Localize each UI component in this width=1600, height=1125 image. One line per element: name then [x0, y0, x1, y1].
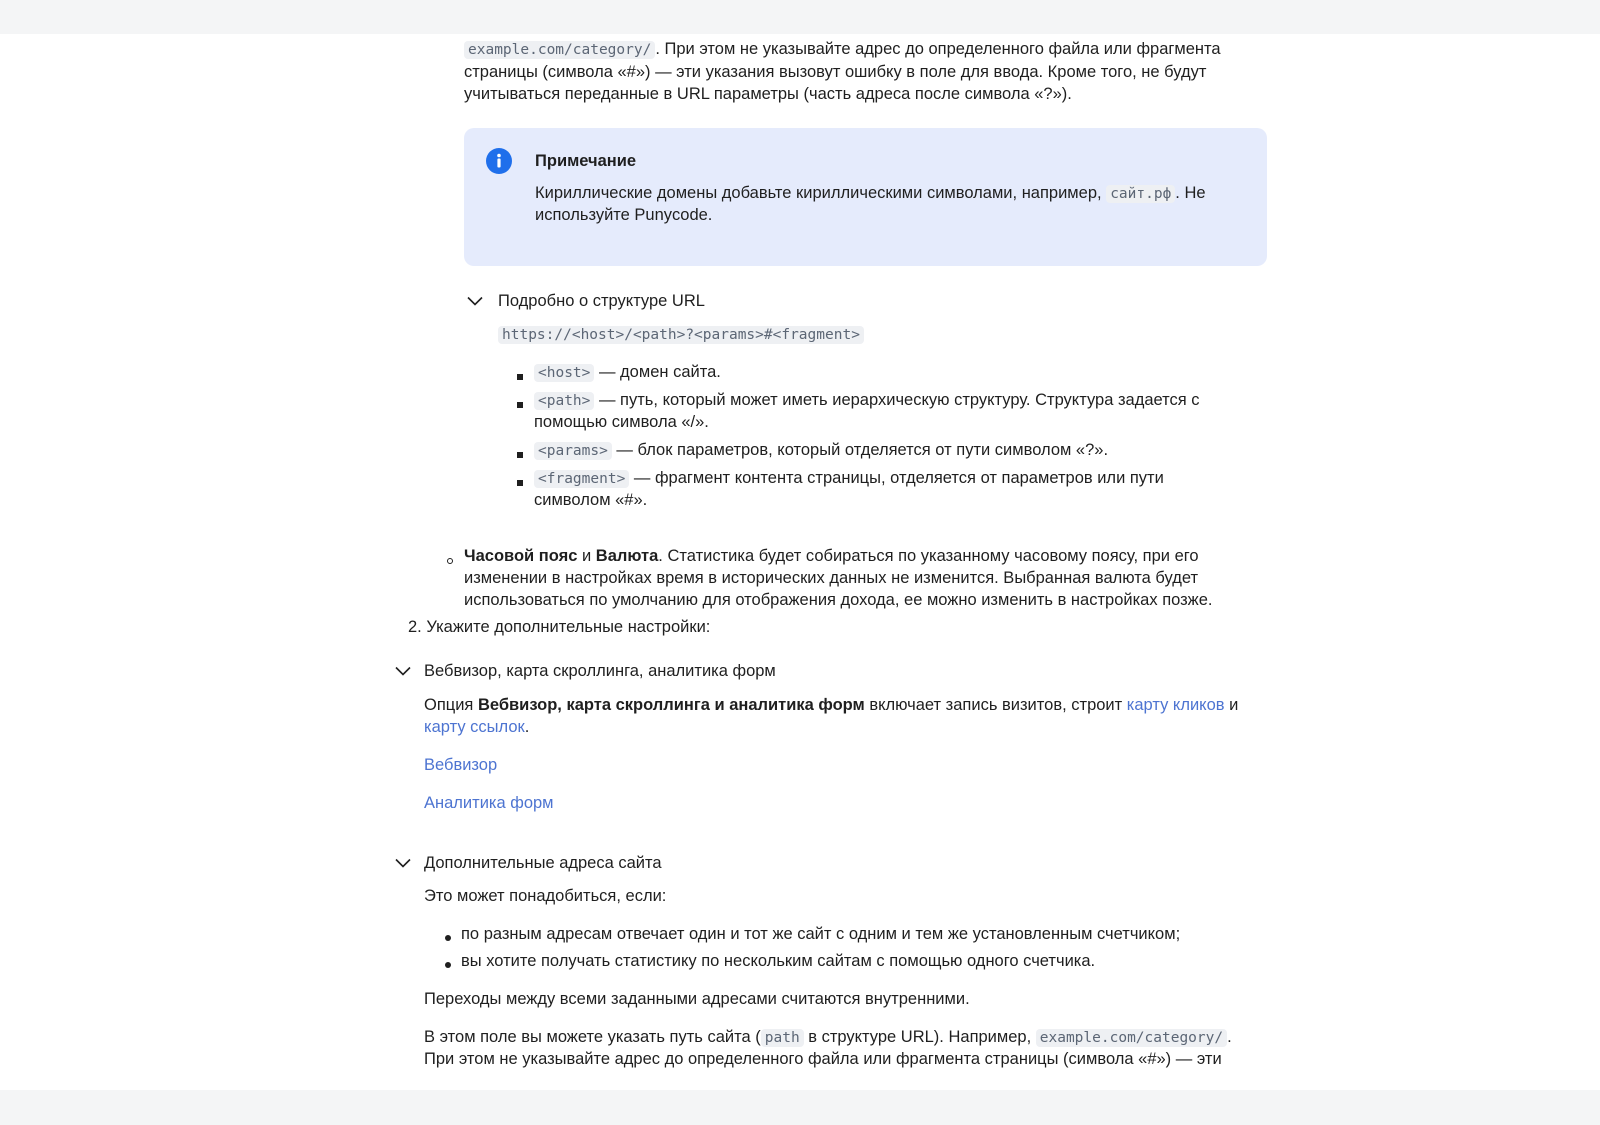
webvisor-toggle[interactable]: Вебвизор, карта скроллинга, аналитика форм	[424, 662, 776, 680]
url-item-path-line-2: помощью символа «/».	[534, 413, 709, 431]
webvisor-description-line-1: Опция Вебвизор, карта скроллинга и аналитика форм включает запись визитов, строит карту кликов и	[424, 696, 1239, 714]
intro-line-2: страницы (символа «#») — эти указания вызовут ошибку в поле для ввода. Кроме того, не будут	[464, 63, 1207, 81]
chevron-down-icon[interactable]	[395, 858, 411, 868]
extra-addresses-toggle[interactable]: Дополнительные адреса сайта	[424, 854, 662, 872]
inline-code: example.com/category/	[464, 41, 655, 59]
inline-code: https://<host>/<path>?<params>#<fragment>	[498, 326, 864, 344]
inline-code: <host>	[534, 364, 594, 382]
chevron-down-icon[interactable]	[395, 666, 411, 676]
bullet-marker	[517, 452, 523, 458]
inline-code: path	[761, 1029, 804, 1047]
bullet-marker	[517, 374, 523, 380]
top-bar	[0, 0, 1600, 34]
url-item-path: <path> — путь, который может иметь иерархическую структуру. Структура задается с	[534, 389, 1200, 412]
url-item-fragment-line-2: символом «#».	[534, 491, 648, 509]
inline-code: <path>	[534, 392, 594, 410]
link-map-link[interactable]: карту ссылок	[424, 718, 525, 736]
bullet-marker	[517, 480, 523, 486]
note-line-2: используйте Punycode.	[535, 206, 713, 224]
note-line-1: Кириллические домены добавьте кириллическими символами, например, сайт.рф . Не	[535, 184, 1206, 202]
timezone-line-1: Часовой пояс и Валюта. Статистика будет собираться по указанному часовому поясу, при его	[464, 547, 1199, 565]
inline-code: сайт.рф	[1106, 185, 1175, 203]
intro-line-3: учитываться переданные в URL параметры (часть адреса после символа «?»).	[464, 85, 1072, 103]
bullet-marker	[445, 962, 451, 968]
inline-code: <params>	[534, 442, 612, 460]
form-analytics-link[interactable]: Аналитика форм	[424, 794, 554, 812]
webvisor-link[interactable]: Вебвизор	[424, 756, 498, 774]
bullet-marker	[447, 558, 453, 564]
timezone-line-2: изменении в настройках время в исторических данных не изменится. Выбранная валюта будет	[464, 569, 1199, 587]
webvisor-description-line-2: карту ссылок.	[424, 718, 530, 736]
click-map-link[interactable]: карту кликов	[1126, 696, 1225, 714]
step-2-heading: 2. Укажите дополнительные настройки:	[408, 618, 711, 636]
intro-line-1: example.com/category/ . При этом не указывайте адрес до определенного файла или фрагмента	[464, 38, 1284, 61]
url-item-params: <params> — блок параметров, который отделяется от пути символом «?».	[534, 439, 1108, 462]
list-item: вы хотите получать статистику по нескольким сайтам с помощью одного счетчика.	[461, 952, 1096, 970]
chevron-down-icon[interactable]	[467, 296, 483, 306]
extra-addresses-intro: Это может понадобиться, если:	[424, 887, 667, 905]
bullet-marker	[517, 402, 523, 408]
url-item-fragment: <fragment> — фрагмент контента страницы, отделяется от параметров или пути	[534, 467, 1164, 490]
url-item-host: <host> — домен сайта.	[534, 361, 721, 384]
document-content	[0, 34, 1600, 1090]
url-structure-toggle[interactable]: Подробно о структуре URL	[498, 292, 705, 310]
note-title: Примечание	[535, 152, 637, 170]
path-explanation-line-1: В этом поле вы можете указать путь сайта ( path в структуре URL). Например, example.com/category/ .	[424, 1028, 1232, 1046]
info-icon	[486, 148, 512, 174]
path-explanation-line-2: При этом не указывайте адрес до определенного файла или фрагмента страницы (символа «#») — эти	[424, 1050, 1222, 1068]
note-callout	[464, 128, 1267, 266]
bottom-bar	[0, 1090, 1600, 1125]
inline-code: example.com/category/	[1036, 1029, 1227, 1047]
url-template	[498, 323, 864, 346]
timezone-line-3: использоваться по умолчанию для отображения дохода, ее можно изменить в настройках позже.	[464, 591, 1213, 609]
list-item: по разным адресам отвечает один и тот же сайт с одним и тем же установленным счетчиком;	[461, 925, 1181, 943]
internal-transitions-text: Переходы между всеми заданными адресами считаются внутренними.	[424, 990, 970, 1008]
bullet-marker	[445, 935, 451, 941]
inline-code: <fragment>	[534, 470, 629, 488]
